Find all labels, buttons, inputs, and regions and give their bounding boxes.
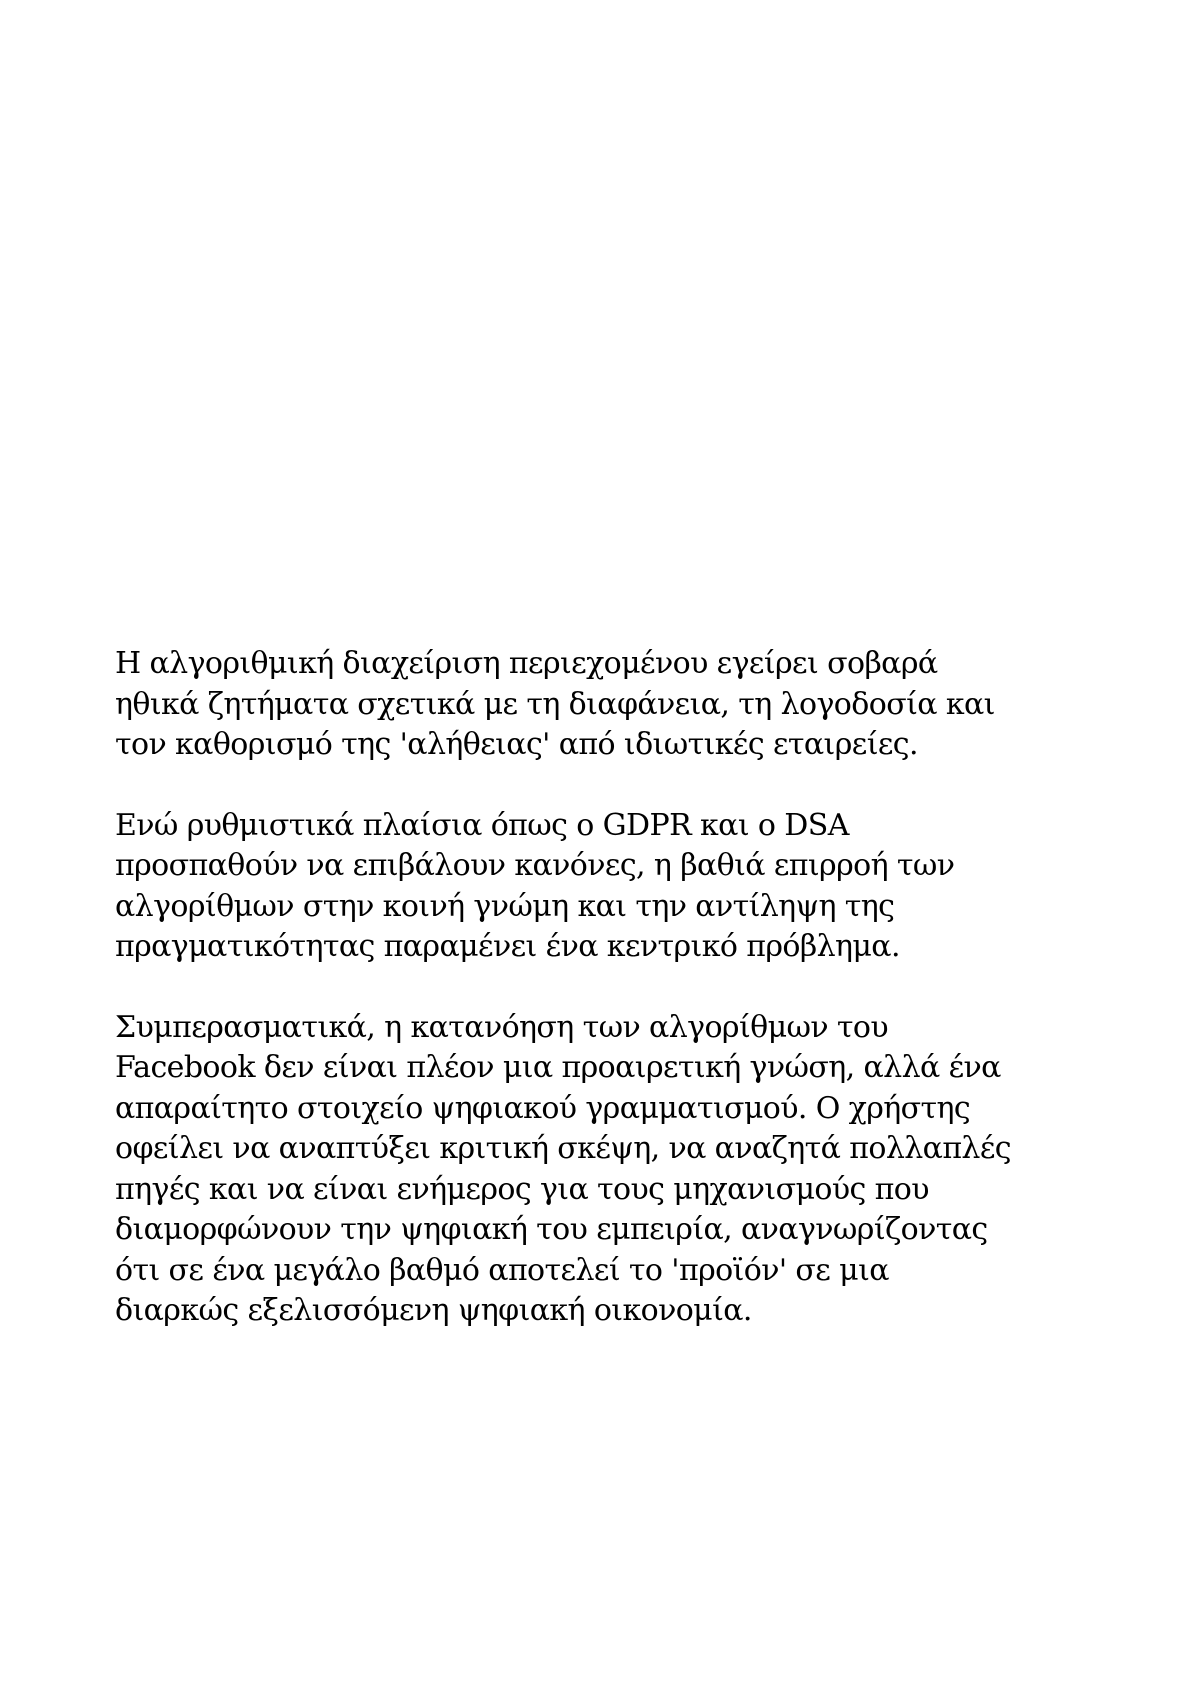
body-text bbox=[115, 644, 1095, 1332]
text-line: Συμπερασματικά, η κατανόηση των αλγορίθμων του bbox=[115, 1009, 888, 1045]
text-line: Η αλγοριθμική διαχείριση περιεχομένου εγείρει σοβαρά bbox=[115, 646, 938, 681]
text-line: πραγματικότητας παραμένει ένα κεντρικό πρόβλημα. bbox=[115, 929, 900, 964]
text-line: διαμορφώνουν την ψηφιακή του εμπειρία, αναγνωρίζοντας bbox=[115, 1212, 988, 1247]
text-line: διαρκώς εξελισσόμενη ψηφιακή οικονομία. bbox=[115, 1293, 752, 1328]
paragraph-conclusion bbox=[115, 1008, 1095, 1332]
text-line: τον καθορισμό της 'αλήθειας' από ιδιωτικές εταιρείες. bbox=[115, 727, 918, 762]
text-line: προσπαθούν να επιβάλουν κανόνες, η βαθιά επιρροή των bbox=[115, 848, 955, 883]
text-line: οφείλει να αναπτύξει κριτική σκέψη, να αναζητά πολλαπλές bbox=[115, 1131, 1011, 1166]
text-line: πηγές και να είναι ενήμερος για τους μηχανισμούς που bbox=[115, 1171, 929, 1207]
text-line: Ενώ ρυθμιστικά πλαίσια όπως ο GDPR και ο DSA bbox=[115, 807, 849, 843]
paragraph-ethics bbox=[115, 644, 1095, 766]
text-line: αλγορίθμων στην κοινή γνώμη και την αντίληψη της bbox=[115, 888, 895, 924]
text-line: απαραίτητο στοιχείο ψηφιακού γραμματισμού. Ο χρήστης bbox=[115, 1090, 971, 1126]
text-line: Facebook δεν είναι πλέον μια προαιρετική γνώση, αλλά ένα bbox=[115, 1050, 1001, 1085]
text-line: ότι σε ένα μεγάλο βαθμό αποτελεί το 'προϊόν' σε μια bbox=[115, 1252, 889, 1288]
text-line: ηθικά ζητήματα σχετικά με τη διαφάνεια, τη λογοδοσία και bbox=[115, 686, 995, 722]
paragraph-regulation bbox=[115, 806, 1095, 968]
